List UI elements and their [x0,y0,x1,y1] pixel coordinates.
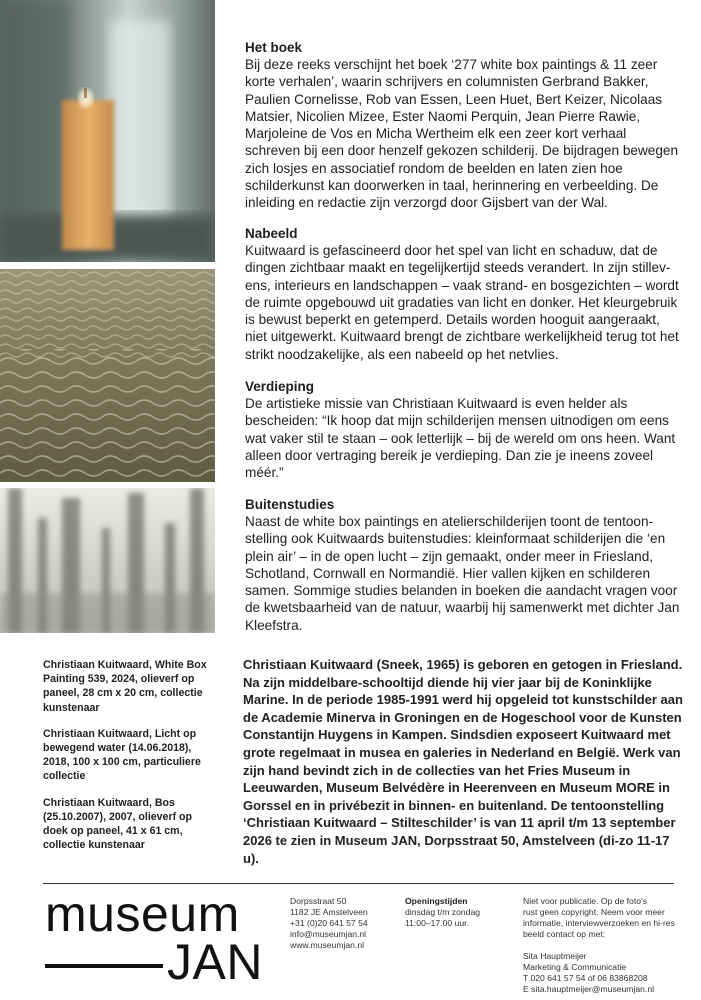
hours-days: dinsdag t/m zondag [405,907,481,917]
museum-jan-logo [45,888,263,988]
contact-email[interactable]: E sita.hauptmeijer@museumjan.nl [523,984,655,994]
address-city: 1182 JE Amstelveen [290,907,368,917]
press-line: rust geen copyright. Neem voor meer [523,907,665,917]
section-body: Bij deze reeks verschijnt het boek ‘277 white box paintings & 11 zeer korte verhalen’, waarin schrijvers en columnisten Gerbrand Bakker, Paulien Cornelisse, Rob van Essen, Leen Huet, Bert Keizer, Nicolaas Matsier, Nicolien Mizee, Ester Naomi Perquin, Jean Pierre Rawie, Marjoleine de Vos en Micha Wertheim elk een zeer kort verhaal schreven bij een door henzelf gekozen schilderij. De bijdragen bewegen zich losjes en associatief rondom de beelden en laten zien hoe schilderkunst kan doorwerken in taal, herinnering en verbeelding. De inleiding en redactie zijn verzorgd door Gijsbert van der Wal. [245,57,679,211]
footer-press-info [523,896,683,995]
contact-name: Sita Hauptmeijer [523,951,587,961]
section-body: Kuitwaard is gefascineerd door het spel van licht en schaduw, dat de dingen zichtbaar maakt en tegelijkertijd steeds verandert. In zijn stillevens, interieurs en landschappen – vaak strand- en bosgezichten – wordt de ruimte opgebouwd uit gradaties van licht en donker. Het kleurgebruik is bewust beperkt en getemperd. Details worden hooguit aangeraakt, niet uitgewerkt. Kuitwaard brengt de zichtbare werkelijkheid terug tot het strikt noodzakelijke, als een nabeeld op het netvlies. [245,243,679,362]
caption-forest: Christiaan Kuitwaard, Bos (25.10.2007), 2007, olieverf op doek op paneel, 41 x 61 cm, collectie kunstenaar [43,796,192,852]
artwork-candle-painting [0,0,215,262]
section-heading: Nabeeld [245,226,298,241]
contact-role: Marketing & Communicatie [523,962,627,972]
logo-word-jan: JAN [167,934,263,990]
press-line: informatie, interviewverzoeken en hi-res [523,918,675,928]
section-nabeeld [245,225,685,363]
caption-candle: Christiaan Kuitwaard, White Box Painting 539, 2024, olieverf op paneel, 28 cm x 20 cm, collectie kunstenaar [43,659,207,714]
address-email[interactable]: info@museumjan.nl [290,929,367,939]
press-line: beeld contact op met: [523,929,606,939]
section-heading: Buitenstudies [245,497,335,512]
hours-title: Openingstijden [405,896,468,906]
address-website[interactable]: www.museumjan.nl [290,940,365,950]
footer-opening-hours [405,896,505,929]
contact-phone[interactable]: T 020 641 57 54 of 06 83868208 [523,973,648,983]
address-street: Dorpsstraat 50 [290,896,347,906]
footer-address [290,896,395,951]
section-buitenstudies [245,496,685,634]
section-heading: Het boek [245,40,303,55]
artwork-captions [43,658,213,864]
address-phone[interactable]: +31 (0)20 641 57 54 [290,918,368,928]
logo-dash [45,964,163,968]
press-line: Niet voor publicatie. Op de foto’s [523,896,648,906]
section-body: De artistieke missie van Christiaan Kuitwaard is even helder als bescheiden: “Ik hoop dat mijn schilderijen mensen uitnodigen om eens wat vaker stil te staan – ook letterlijk – bij de wereld om ons heen. Want alleen door vertraging bereik je verdieping. Dan zie je ineens zoveel méér.” [245,396,676,481]
artwork-water-painting [0,269,215,482]
section-verdieping [245,378,685,481]
section-heading: Verdieping [245,379,315,394]
artwork-forest-painting [0,488,215,633]
footer-divider [43,883,674,884]
section-body: Naast de white box paintings en atelierschilderijen toont de tentoonstelling ook Kuitwaards buitenstudies: kleinformaat schilderijen die ‘en plein air’ – in de open lucht – zijn gemaakt, onder meer in Friesland, Schotland, Cornwall en Normandië. Hier vallen kijken en schilderen samen. Sommige studies belanden in boeken die aandacht vragen voor de kwetsbaarheid van de natuur, waarbij hij samenwerkt met dichter Jan Kleefstra. [245,514,680,633]
logo-word-museum: museum [45,886,240,942]
caption-water: Christiaan Kuitwaard, Licht op bewegend water (14.06.2018), 2018, 100 x 100 cm, particuliere collectie [43,727,201,783]
artist-biography: Christiaan Kuitwaard (Sneek, 1965) is geboren en getogen in Friesland. Na zijn middelbare-schooltijd diende hij vier jaar bij de Koninklijke Marine. In de periode 1985-1991 werd hij opgeleid tot kunstschilder aan de Academie Minerva in Groningen en de Hogeschool voor de Kunsten Constantijn Huygens in Kampen. Sindsdien exposeert Kuitwaard met grote regelmaat in musea en galeries in Nederland en België. Werk van zijn hand bevindt zich in de collecties van het Fries Museum in Leeuwarden, Museum Belvédère in Heerenveen en Museum MORE in Gorssel en in privébezit in binnen- en buitenland. De tentoonstelling ‘Christiaan Kuitwaard – Stilteschilder’ is van 11 april t/m 13 september 2026 te zien in Museum JAN, Dorpsstraat 50, Amstelveen (di-zo 11-17 u). [243,657,683,866]
hours-times: 11:00–17.00 uur. [405,918,469,928]
section-het-boek [245,39,685,212]
